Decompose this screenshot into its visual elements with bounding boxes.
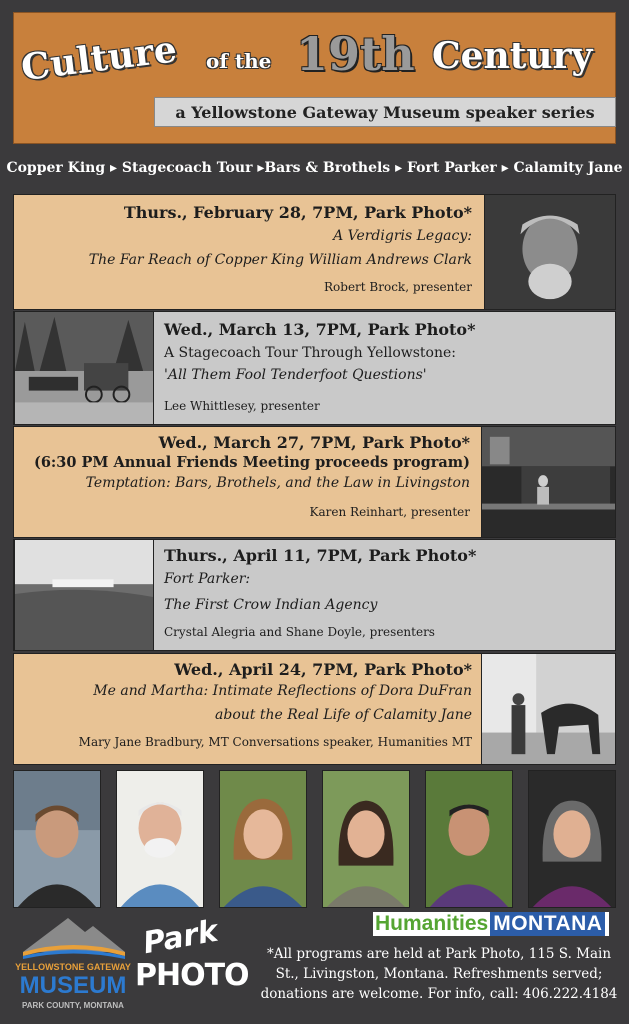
- event-title-line1: Me and Martha: Intimate Reflections of Dora DuFran: [93, 683, 472, 699]
- park-photo-logo-photo: PHOTO: [135, 958, 249, 993]
- event-date: Wed., March 27, 7PM, Park Photo*: [158, 433, 470, 452]
- event-date: Thurs., April 11, 7PM, Park Photo*: [164, 546, 477, 565]
- event-title-line2: The Far Reach of Copper King William Andrews Clark: [88, 252, 472, 268]
- event-title-line2: 'All Them Fool Tenderfoot Questions': [164, 367, 427, 383]
- calamity-jane-photo: [481, 654, 616, 764]
- park-photo-logo: [135, 913, 250, 1020]
- subtitle: a Yellowstone Gateway Museum speaker series: [154, 97, 616, 127]
- event-title-line1: A Verdigris Legacy:: [333, 228, 472, 244]
- event-presenter: Crystal Alegria and Shane Doyle, presenters: [164, 625, 435, 639]
- ygm-line3: PARK COUNTY, MONTANA: [22, 1001, 124, 1010]
- event-date: Thurs., February 28, 7PM, Park Photo*: [123, 203, 472, 222]
- park-photo-logo-park: Park: [140, 913, 221, 962]
- ygm-line2: MUSEUM: [19, 972, 127, 999]
- presenter-portrait: [13, 770, 101, 908]
- humanities-logo-text: Humanities: [375, 912, 489, 935]
- event-date: Wed., April 24, 7PM, Park Photo*: [174, 660, 472, 679]
- fort-parker-photo: [14, 540, 154, 650]
- event-date: Wed., March 13, 7PM, Park Photo*: [164, 320, 476, 339]
- event-title-line2: The First Crow Indian Agency: [164, 597, 378, 613]
- event-5: [13, 653, 616, 765]
- event-note: (6:30 PM Annual Friends Meeting proceeds program): [33, 454, 470, 471]
- saloon-photo: [481, 427, 616, 537]
- event-presenter: Mary Jane Bradbury, MT Conversations speaker, Humanities MT: [78, 735, 472, 749]
- event-3: [13, 426, 616, 538]
- event-1: [13, 194, 616, 310]
- ygm-line1: YELLOWSTONE GATEWAY: [15, 962, 131, 972]
- mountain-icon: [13, 912, 133, 960]
- title-culture: Culture: [18, 28, 180, 89]
- presenter-portrait: [425, 770, 513, 908]
- presenter-portrait: [528, 770, 616, 908]
- presenter-portraits: [13, 770, 616, 908]
- title-19th: 19th: [296, 27, 415, 81]
- event-title-line1: Fort Parker:: [164, 571, 251, 587]
- event-4-text: [164, 540, 614, 650]
- presenter-portrait: [116, 770, 204, 908]
- presenter-portrait: [322, 770, 410, 908]
- presenter-portrait: [219, 770, 307, 908]
- topic-list: Copper King ▸ Stagecoach Tour ▸Bars & Brothels ▸ Fort Parker ▸ Calamity Jane: [6, 160, 623, 176]
- title-of-the: of the: [206, 49, 272, 73]
- event-2: [13, 311, 616, 425]
- event-2-text: [164, 312, 614, 424]
- portrait-photo: [484, 195, 616, 309]
- stagecoach-photo: [14, 312, 154, 424]
- event-3-text: [14, 427, 480, 537]
- footnote: *All programs are held at Park Photo, 115 S. Main St., Livingston, Montana. Refreshments served; donations are welcome. For info, call: 406.222.4184: [260, 946, 618, 1002]
- event-title-line1: Temptation: Bars, Brothels, and the Law in Livingston: [85, 475, 470, 491]
- montana-logo-text: MONTANA: [490, 912, 605, 936]
- event-4: [13, 539, 616, 651]
- title-century: Century: [432, 35, 593, 77]
- event-presenter: Lee Whittlesey, presenter: [164, 399, 320, 413]
- event-title-line1: A Stagecoach Tour Through Yellowstone:: [164, 345, 456, 361]
- event-presenter: Robert Brock, presenter: [324, 280, 472, 294]
- humanities-montana-logo: [373, 912, 609, 936]
- event-presenter: Karen Reinhart, presenter: [309, 505, 470, 519]
- yellowstone-gateway-museum-logo: [13, 912, 133, 1017]
- header-banner: [13, 12, 616, 144]
- event-title-line2: about the Real Life of Calamity Jane: [215, 707, 472, 723]
- event-5-text: [14, 654, 480, 764]
- event-1-text: [14, 195, 482, 309]
